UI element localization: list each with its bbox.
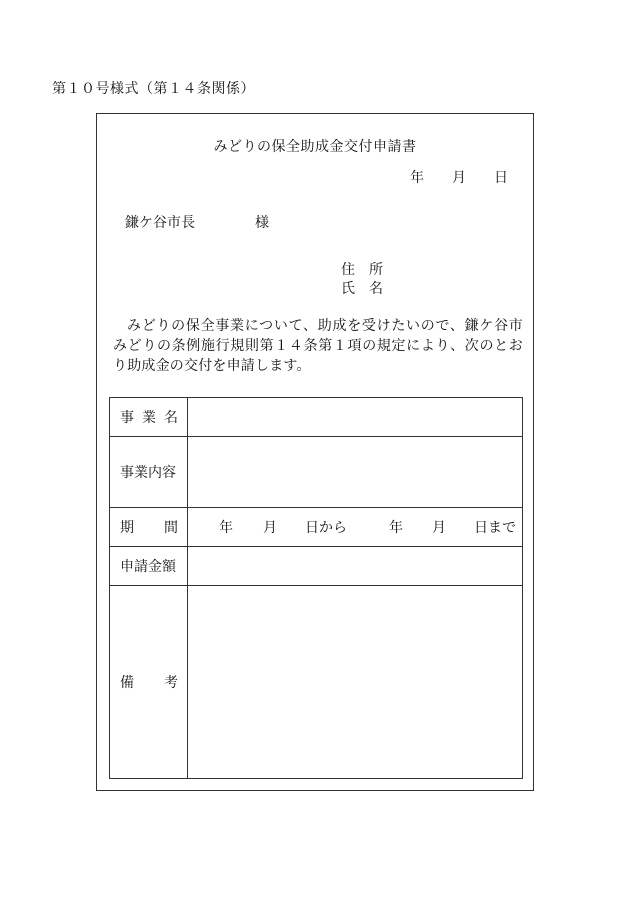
period-start-month: 月 [263,520,277,536]
table-row [110,508,523,547]
applicant-name-label: 氏 名 [341,281,383,297]
application-details-table [109,397,523,779]
project-name-label: 事 業 名 [110,398,188,437]
form-number: 第１０号様式（第１４条関係） [52,81,255,97]
period-end-year: 年 [389,520,403,536]
table-row [110,398,523,437]
recipient-honorific: 様 [255,215,269,231]
table-row [110,547,523,586]
amount-field[interactable] [188,547,523,586]
remarks-field[interactable] [188,586,523,779]
recipient [125,212,269,232]
recipient-name: 鎌ケ谷市長 [125,215,195,231]
project-content-field[interactable] [188,437,523,508]
application-statement: みどりの保全事業について、助成を受けたいので、鎌ケ谷市みどりの条例施行規則第１４条第１項の規定により、次のとおり助成金の交付を申請します。 [113,318,523,374]
period-label: 期 間 [110,508,188,547]
project-name-field[interactable] [188,398,523,437]
period-start-day: 日から [305,520,347,536]
form-title: みどりの保全助成金交付申請書 [213,139,417,155]
date-day-label: 日 [494,170,508,186]
period-end-day: 日まで [474,520,516,536]
date-month-label: 月 [452,170,466,186]
amount-label: 申請金額 [110,547,188,586]
applicant-address-label: 住 所 [341,262,383,278]
remarks-label: 備 考 [110,586,188,779]
project-content-label: 事業内容 [110,437,188,508]
table-row [110,586,523,779]
table-row [110,437,523,508]
date-year-label: 年 [410,170,424,186]
application-form-frame [96,113,534,791]
period-start-year: 年 [219,520,233,536]
period-end-month: 月 [432,520,446,536]
period-field[interactable] [188,508,523,547]
